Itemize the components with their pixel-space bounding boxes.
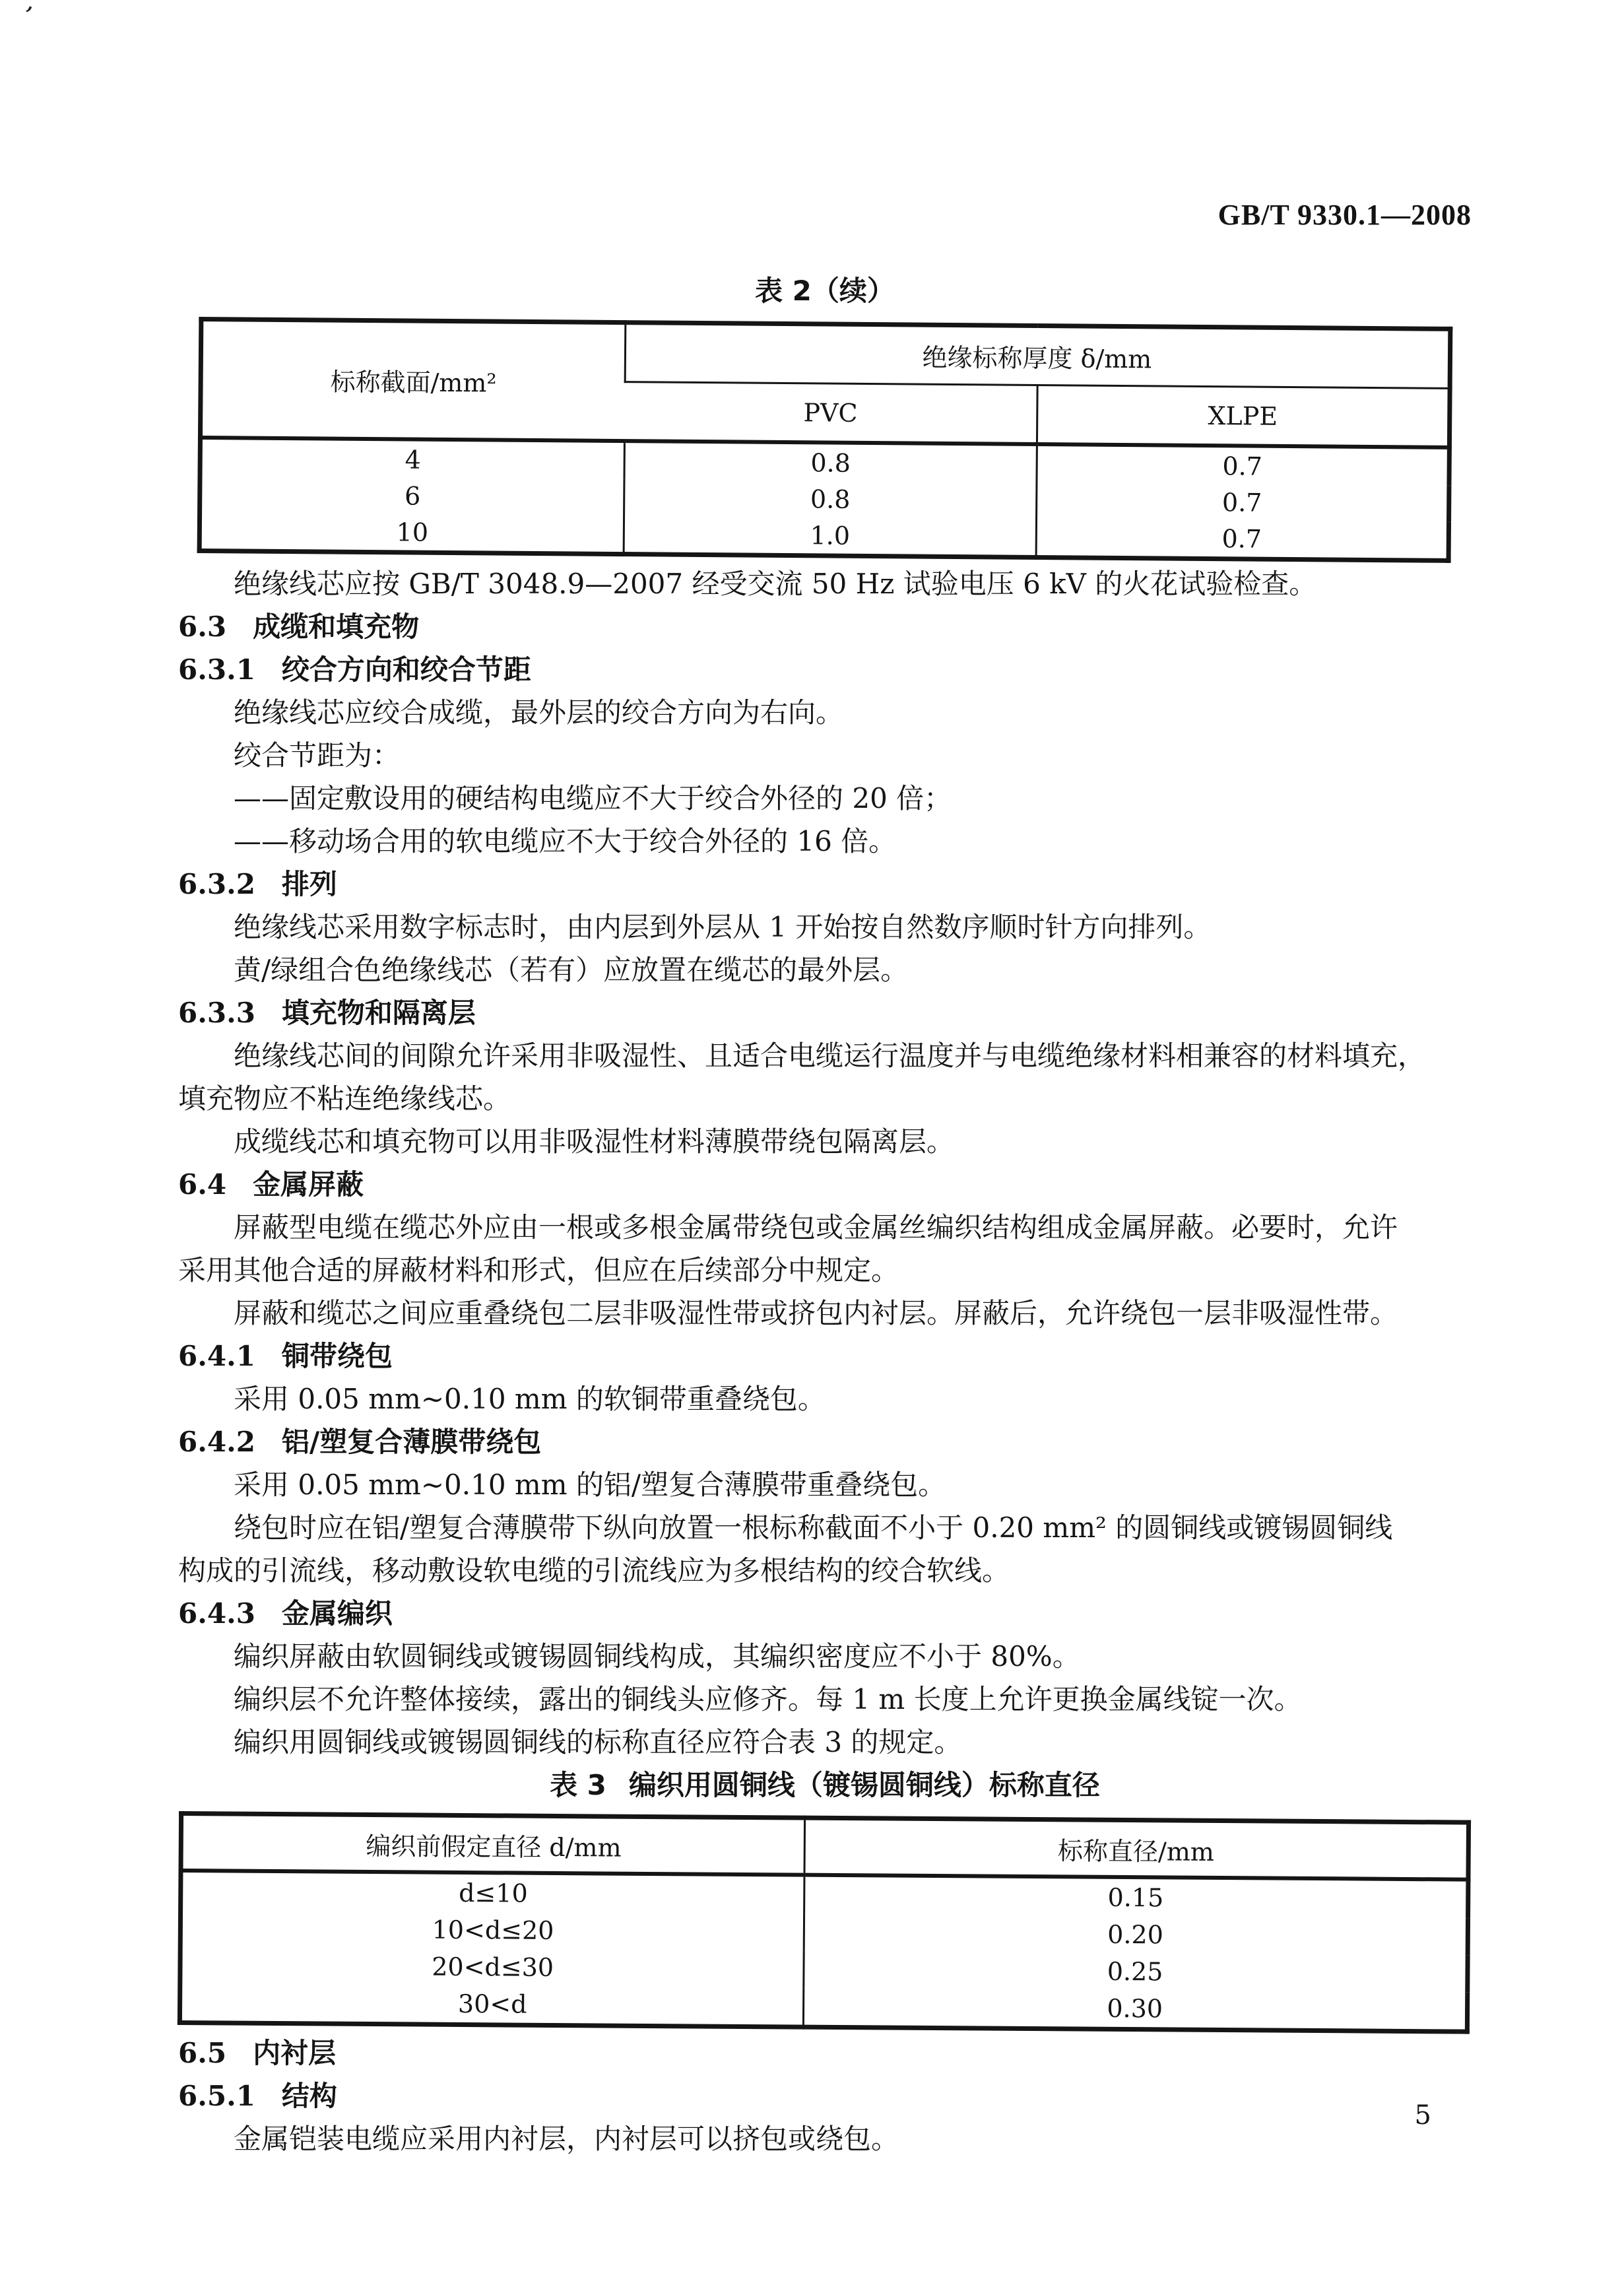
page-content <box>178 272 1472 2160</box>
section-number: 6.4.3 <box>178 1597 255 1630</box>
table-cell: 0.25 <box>804 1951 1468 1993</box>
section-heading <box>178 1592 1472 1635</box>
table-cell: 0.15 <box>804 1875 1468 1919</box>
table3-title <box>178 1766 1472 1805</box>
table-row <box>179 1983 1467 2032</box>
section-title: 填充物和隔离层 <box>281 997 476 1029</box>
table-cell: 10 <box>396 517 429 547</box>
paragraph-continuation: 构成的引流线，移动敷设软电缆的引流线应为多根结构的绞合软线。 <box>178 1554 1010 1587</box>
section-title: 成缆和填充物 <box>253 611 420 643</box>
section-number: 6.3.1 <box>178 653 255 686</box>
section-heading <box>178 1163 1472 1206</box>
table2-title: 表 2（续） <box>755 275 895 307</box>
table-cell: 20<d≤30 <box>432 1952 554 1982</box>
paragraph: 绝缘线芯采用数字标志时，由内层到外层从 1 开始按自然数序顺时针方向排列。 <box>234 911 1212 943</box>
table-cell: 0.8 <box>624 441 1037 482</box>
table3-header-diameter: 编织前假定直径 d/mm <box>181 1814 805 1875</box>
scan-artifact: ’ <box>18 1 36 32</box>
section-number: 6.5 <box>178 2037 227 2069</box>
section-heading <box>178 991 1472 1034</box>
table-cell: 30<d <box>457 1989 527 2019</box>
paragraph: 绝缘线芯间的间隙允许采用非吸湿性、且适合电缆运行温度并与电缆绝缘材料相兼容的材料填充， <box>234 1040 1426 1072</box>
list-item-dash: ——移动场合用的软电缆应不大于绞合外径的 16 倍。 <box>234 825 897 857</box>
section-heading <box>178 648 1472 691</box>
paragraph: 金属铠装电缆应采用内衬层，内衬层可以挤包或绕包。 <box>234 2123 899 2155</box>
section-title: 绞合方向和绞合节距 <box>281 653 531 686</box>
table2 <box>197 317 1453 563</box>
table2-subheader-pvc: PVC <box>624 382 1037 444</box>
table2-span-header: 绝缘标称厚度 δ/mm <box>625 323 1450 389</box>
section-heading <box>178 863 1472 906</box>
paragraph: 编织用圆铜线或镀锡圆铜线的标称直径应符合表 3 的规定。 <box>234 1726 962 1758</box>
paragraph-continuation: 填充物应不粘连绝缘线芯。 <box>178 1082 511 1115</box>
section-heading <box>178 1335 1472 1377</box>
table-cell: d≤10 <box>459 1878 528 1908</box>
paragraph-continuation: 采用其他合适的屏蔽材料和形式，但应在后续部分中规定。 <box>178 1254 899 1286</box>
table-cell: 0.7 <box>1036 519 1448 560</box>
paragraph: 采用 0.05 mm~0.10 mm 的铝/塑复合薄膜带重叠绕包。 <box>234 1469 946 1501</box>
list-item-dash: ——固定敷设用的硬结构电缆应不大于绞合外径的 20 倍； <box>234 782 952 814</box>
table2-subheader-xlpe: XLPE <box>1037 385 1450 447</box>
paragraph: 屏蔽和缆芯之间应重叠绕包二层非吸湿性带或挤包内衬层。屏蔽后，允许绕包一层非吸湿性带。 <box>234 1297 1398 1329</box>
paragraph: 屏蔽型电缆在缆芯外应由一根或多根金属带绕包或金属丝编织结构组成金属屏蔽。必要时，允许 <box>234 1211 1398 1243</box>
paragraph: 黄/绿组合色绝缘线芯（若有）应放置在缆芯的最外层。 <box>234 954 909 986</box>
section-heading <box>178 605 1472 648</box>
standard-number-header: GB/T 9330.1—2008 <box>1218 199 1472 231</box>
section-title: 结构 <box>281 2080 337 2112</box>
tail-text <box>178 2032 1472 2160</box>
section-heading <box>178 1420 1472 1463</box>
section-title: 金属编织 <box>281 1597 393 1630</box>
table3-header-nominal: 标称直径/mm <box>804 1818 1468 1880</box>
table3 <box>178 1811 1471 2034</box>
section-number: 6.4.2 <box>178 1426 255 1458</box>
table-cell: 1.0 <box>624 515 1036 557</box>
paragraph: 绝缘线芯应按 GB/T 3048.9—2007 经受交流 50 Hz 试验电压 6 kV 的火花试验检查。 <box>234 568 1317 600</box>
section-title: 铜带绕包 <box>281 1340 393 1372</box>
table-cell: 10<d≤20 <box>432 1915 554 1945</box>
page-number: 5 <box>1414 2100 1431 2131</box>
table-cell: 0.8 <box>624 479 1036 519</box>
section-title: 金属屏蔽 <box>253 1168 364 1201</box>
paragraph: 编织层不允许整体接续，露出的铜线头应修齐。每 1 m 长度上允许更换金属线锭一次。 <box>234 1683 1302 1715</box>
paragraph: 绝缘线芯应绞合成缆，最外层的绞合方向为右向。 <box>234 696 844 729</box>
table-cell: 0.7 <box>1037 444 1449 486</box>
table-cell: 4 <box>405 444 421 475</box>
table-cell: 6 <box>404 481 421 511</box>
section-number: 6.5.1 <box>178 2080 255 2112</box>
paragraph: 成缆线芯和填充物可以用非吸湿性材料薄膜带绕包隔离层。 <box>234 1125 955 1158</box>
section-heading <box>178 2032 1472 2074</box>
paragraph: 采用 0.05 mm~0.10 mm 的软铜带重叠绕包。 <box>234 1383 826 1415</box>
section-title: 内衬层 <box>253 2037 337 2069</box>
table3-title-text: 编织用圆铜线（镀锡圆铜线）标称直径 <box>628 1769 1100 1801</box>
body-text <box>178 562 1472 1764</box>
section-number: 6.4 <box>178 1168 227 1201</box>
table-cell: 0.30 <box>804 1988 1468 2032</box>
paragraph: 绞合节距为： <box>234 739 401 772</box>
table3-label: 表 3 <box>550 1769 606 1801</box>
table-cell: 0.20 <box>804 1914 1468 1956</box>
table2-col1-header: 标称截面/mm² <box>200 319 625 442</box>
paragraph: 绕包时应在铝/塑复合薄膜带下纵向放置一根标称截面不小于 0.20 mm² 的圆铜线或镀锡圆铜线 <box>234 1511 1393 1544</box>
paragraph: 编织屏蔽由软圆铜线或镀锡圆铜线构成，其编织密度应不小于 80%。 <box>234 1640 1080 1673</box>
section-title: 排列 <box>281 868 337 900</box>
section-heading <box>178 2074 1472 2117</box>
section-number: 6.3.2 <box>178 868 255 900</box>
table-cell: 0.7 <box>1037 482 1449 522</box>
section-number: 6.4.1 <box>178 1340 255 1372</box>
section-number: 6.3 <box>178 611 227 643</box>
section-title: 铝/塑复合薄膜带绕包 <box>281 1426 542 1458</box>
section-number: 6.3.3 <box>178 997 255 1029</box>
